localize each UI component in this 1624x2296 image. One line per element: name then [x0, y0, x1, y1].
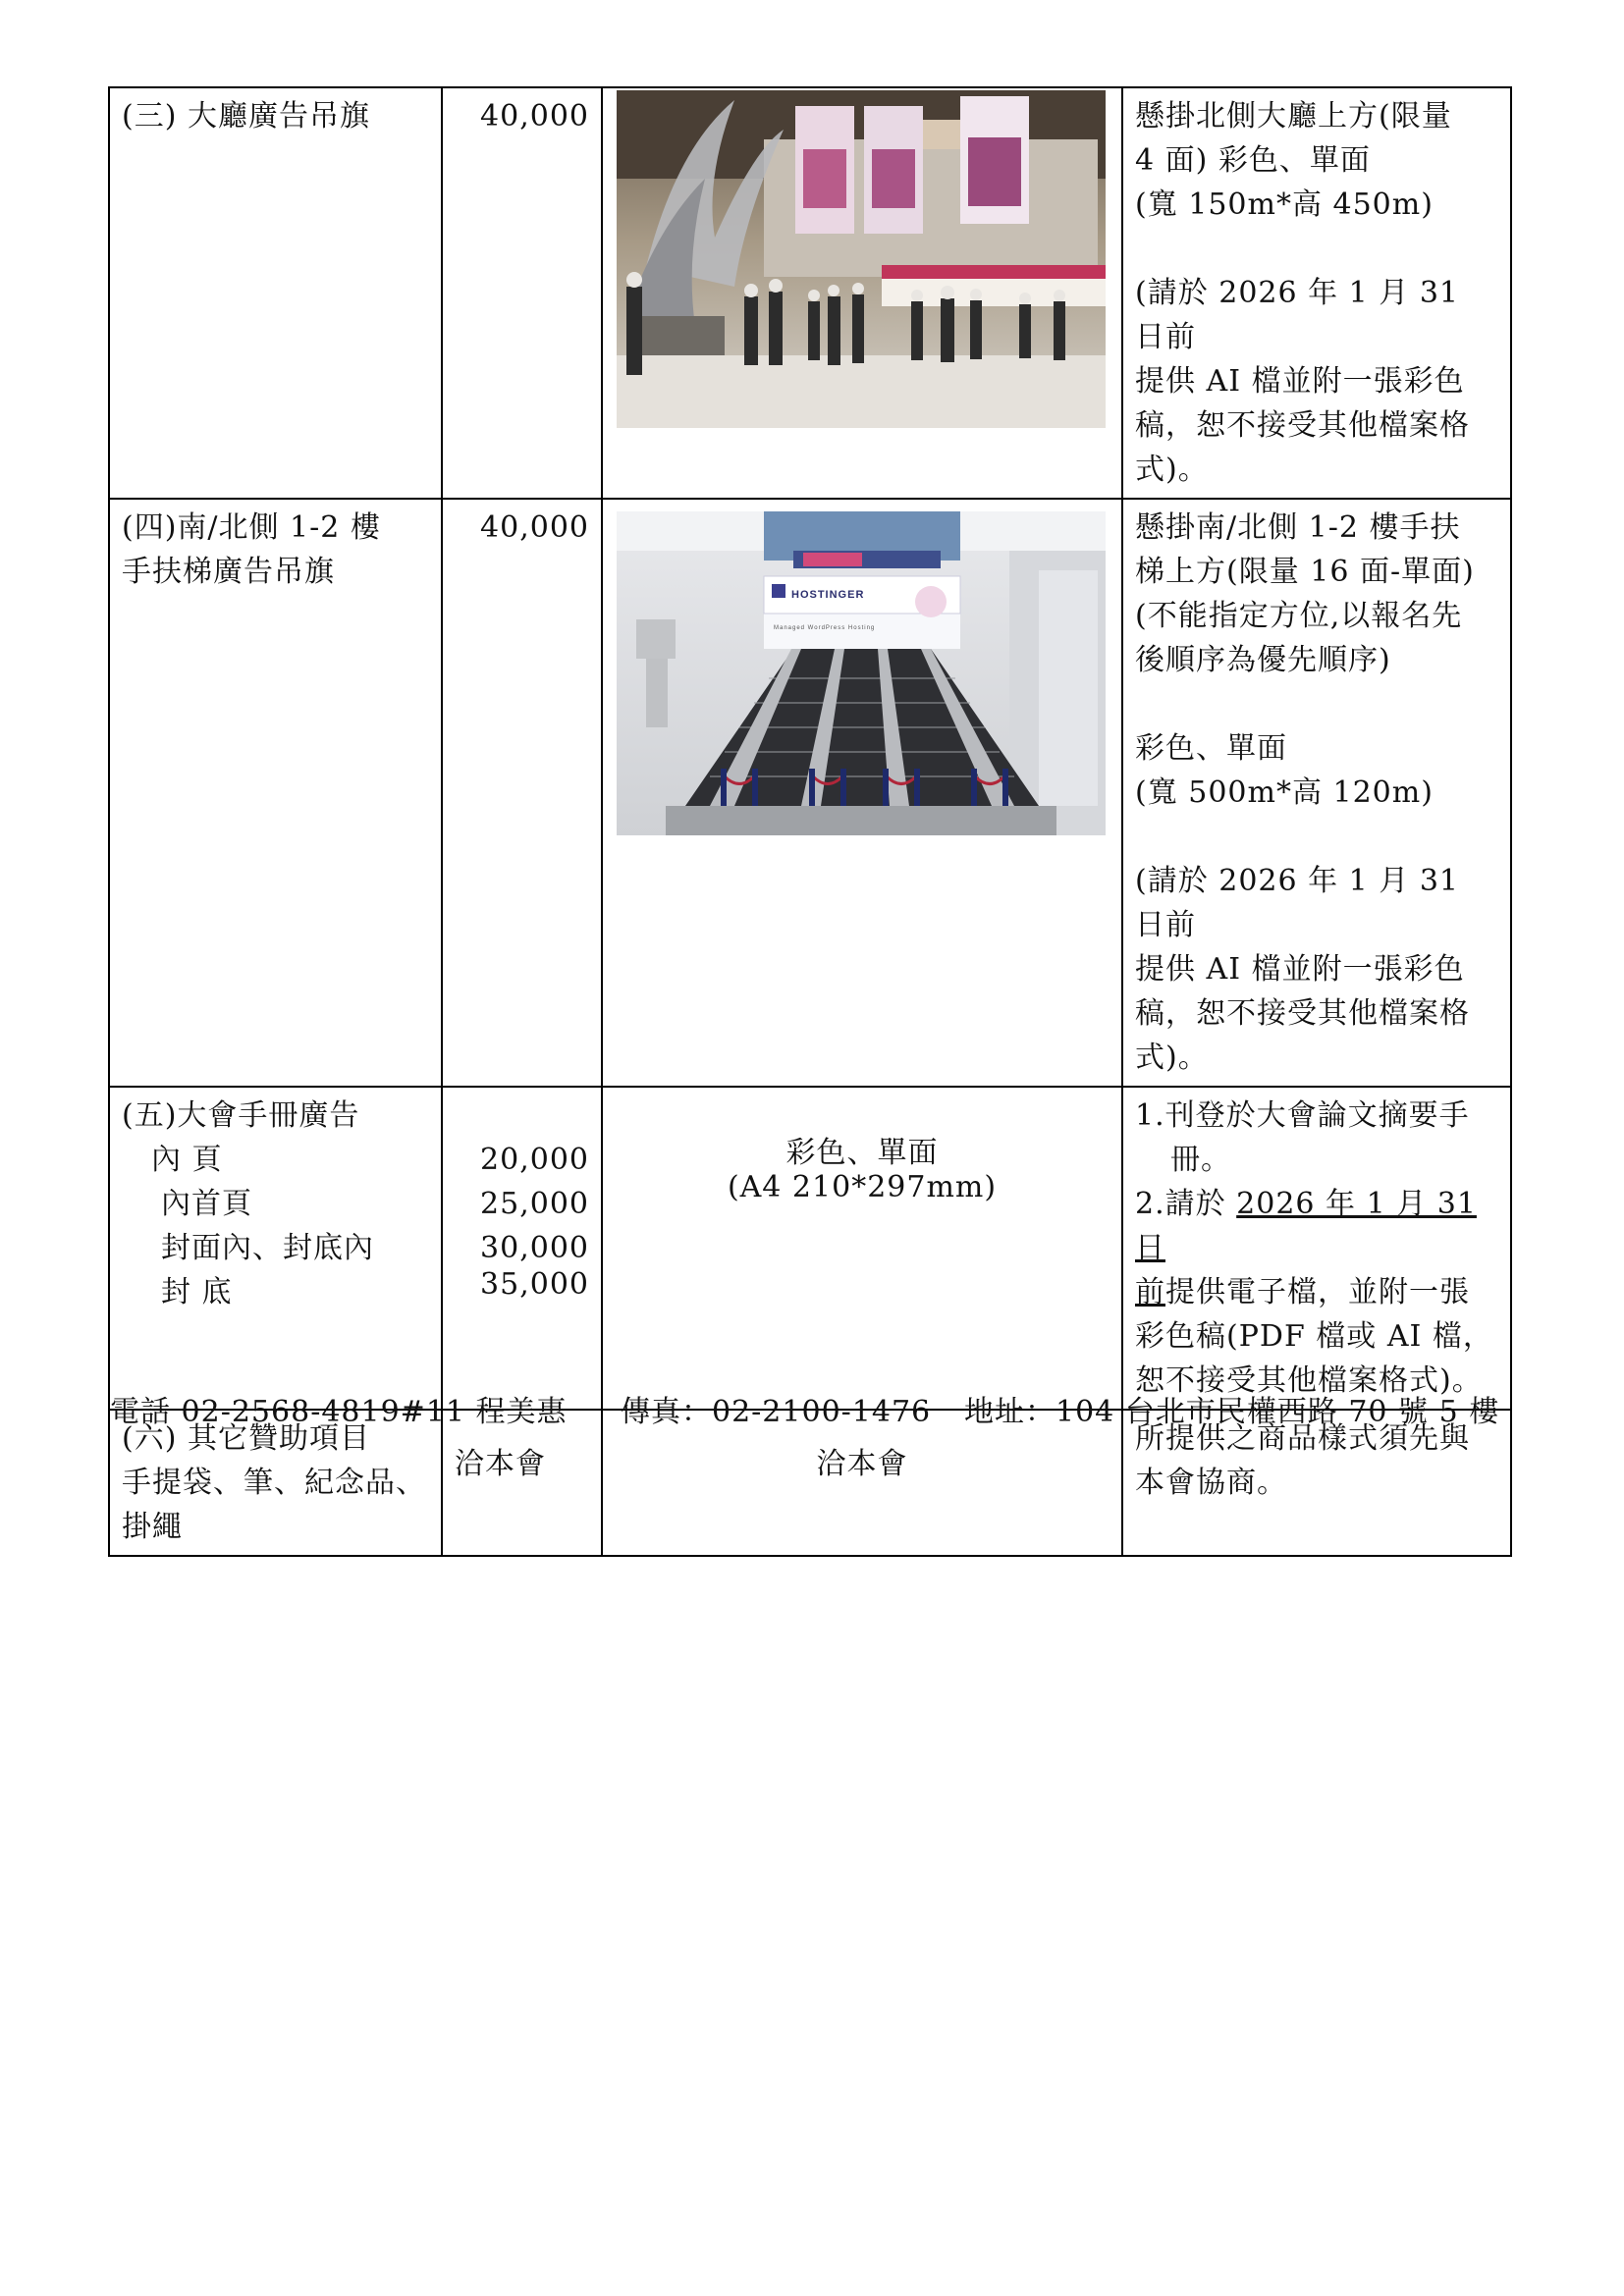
price-cell: 20,000 25,000 30,000 35,000: [442, 1087, 602, 1410]
spec-cell: 洽本會: [602, 1410, 1122, 1556]
table-row: [109, 87, 1511, 499]
description-cell: 所提供之商品樣式須先與 本會協商。: [1122, 1410, 1511, 1556]
price-cell: 40,000: [442, 87, 602, 499]
spec-cell: 彩色、單面 (A4 210*297mm): [602, 1087, 1122, 1410]
table-row: [109, 1087, 1511, 1410]
description-cell: 1.刊登於大會論文摘要手 冊。 2.請於 2026 年 1 月 31 日 前提供電子檔，並附一張 彩色稿(PDF 檔或 AI 檔， 恕不接受其他檔案格式)。: [1122, 1087, 1511, 1410]
fax-text: 傳真：02-2100-1476: [621, 1395, 932, 1429]
item-cell: (六) 其它贊助項目 手提袋、筆、紀念品、 掛繩: [109, 1410, 442, 1556]
description-cell: 懸掛北側大廳上方(限量 4 面) 彩色、單面 (寬 150m*高 450m) (請於 2026 年 1 月 31 日前 提供 AI 檔並附一張彩色 稿，恕不接受其他檔案格 式)。: [1122, 87, 1511, 499]
table-row: [109, 499, 1511, 1087]
banner-subtext: Managed WordPress Hosting: [774, 625, 876, 631]
item-cell: (五)大會手冊廣告 內 頁 內首頁 封面內、封底內 封 底: [109, 1087, 442, 1410]
lobby-banner-photo: [602, 87, 1122, 499]
banner-text: HOSTINGER: [791, 589, 865, 601]
price-cell: 洽本會: [442, 1410, 602, 1556]
item-cell: (四)南/北側 1-2 樓 手扶梯廣告吊旗: [109, 499, 442, 1087]
sponsorship-table: [108, 86, 1512, 1557]
contact-footer: [110, 1390, 1514, 1434]
item-cell: (三) 大廳廣告吊旗: [109, 87, 442, 499]
escalator-banner-photo: [602, 499, 1122, 1087]
description-cell: 懸掛南/北側 1-2 樓手扶 梯上方(限量 16 面-單面) (不能指定方位,以報名先 後順序為優先順序) 彩色、單面 (寬 500m*高 120m) (請於 2026 年 1 月 31 日前 提供 AI 檔並附一張彩色 稿，恕不接受其他檔案格 式)。: [1122, 499, 1511, 1087]
price-cell: 40,000: [442, 499, 602, 1087]
address-text: 地址：104 台北市民權西路 70 號 5 樓: [964, 1395, 1500, 1429]
phone-text: 電話 02-2568-4819#11 程美惠: [110, 1395, 568, 1429]
